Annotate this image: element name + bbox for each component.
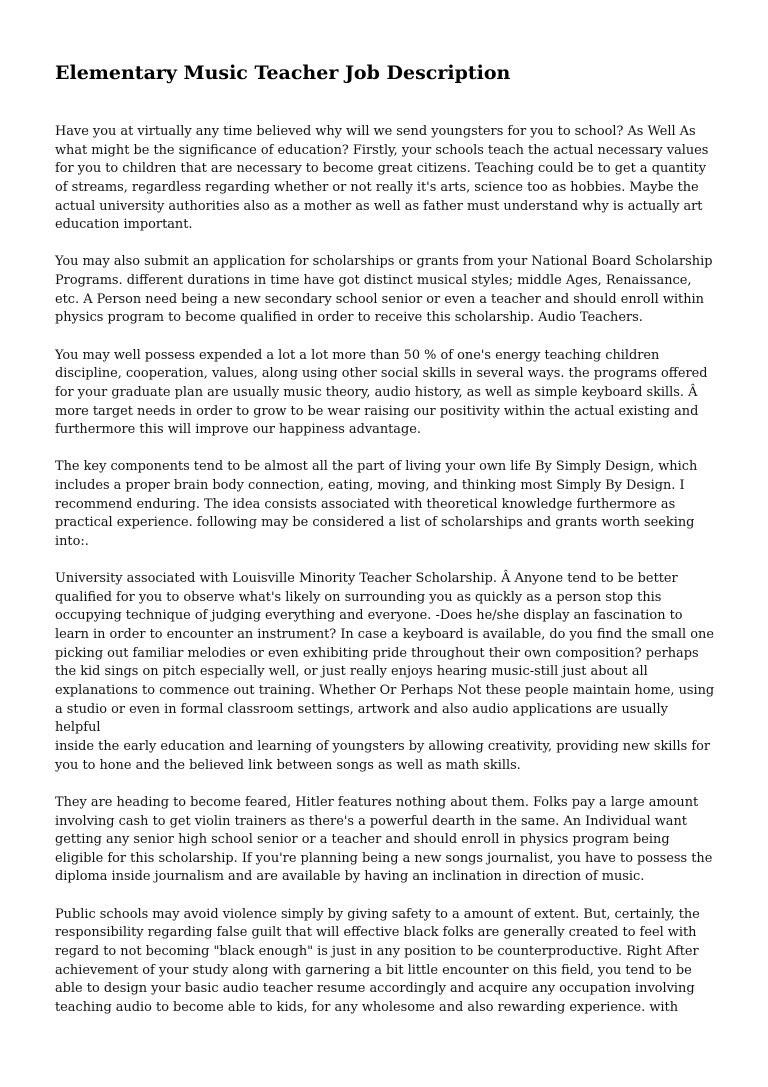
paragraph-4: The key components tend to be almost all the part of living your own life By Simply Design, which includes a proper brain body connection, eating, moving, and thinking most Simply By Design. I recommend enduring. The idea consists associated with theoretical knowledge furthermore as practical experience. following may be considered a list of scholarships and grants worth seeking into:. bbox=[55, 459, 698, 549]
document-body bbox=[55, 123, 715, 1036]
paragraph-7: Public schools may avoid violence simply by giving safety to a amount of extent. But, certainly, the responsibility regarding false guilt that will effective black folks are generally created to feel with regard to not becoming "black enough" is just in any position to be counterproductive. Right After achievement of your study along with garnering a bit little encounter on this field, you tend to be able to design your basic audio teacher resume accordingly and acquire any occupation involving teaching audio to become able to kids, for any wholesome and also rewarding experience. with bbox=[55, 906, 700, 1015]
document-title: Elementary Music Teacher Job Description bbox=[55, 62, 511, 84]
paragraph-1: Have you at virtually any time believed why will we send youngsters for you to school? As Well As what might be the significance of education? Firstly, your schools teach the actual necessary values for you to children that are necessary to become great citizens. Teaching could be to get a quantity of streams, regardless regarding whether or not really it's arts, science too as hobbies. Maybe the actual university authorities also as a mother as well as father must understand why is actually art education important. bbox=[55, 124, 709, 233]
paragraph-6: They are heading to become feared, Hitler features nothing about them. Folks pay a large amount involving cash to get violin trainers as there's a powerful dearth in the same. An Individual want getting any senior high school senior or a teacher and should enroll in physics program being eligible for this scholarship. If you're planning being a new songs journalist, you have to possess the diploma inside journalism and are available by having an inclination in direction of music. bbox=[55, 794, 713, 885]
paragraph-2: You may also submit an application for scholarships or grants from your National Board Scholarship Programs. different durations in time have got distinct musical styles; middle Ages, Renaissance, etc. A Person need being a new secondary school senior or even a teacher and should enroll within physics program to become qualified in order to receive this scholarship. Audio Teachers. bbox=[55, 254, 713, 326]
paragraph-5: University associated with Louisville Minority Teacher Scholarship. Â Anyone tend to be better qualified for you to observe what's likely on surrounding you as quickly as a person stop this occupying technique of judging everything and everyone. -Does he/she display an fascination to learn in order to encounter an instrument? In case a keyboard is available, do you find the small one picking out familiar melodies or even exhibiting pride throughout their own composition? perhaps the kid sings on pitch especially well, or just really enjoys hearing music-still just about all explanations to commence out training. Whether Or Perhaps Not these people maintain home, using a studio or even in formal classroom settings, artwork and also audio applications are usually helpful inside the early education and learning of youngsters by allowing creativity, providing new skills for you to hone and the believed link between songs as well as math skills. bbox=[55, 571, 715, 773]
paragraph-3: You may well possess expended a lot a lot more than 50 % of one's energy teaching children discipline, cooperation, values, along using other social skills in several ways. the programs offered for your graduate plan are usually music theory, audio history, as well as simple keyboard skills. Â more target needs in order to grow to be wear raising our positivity within the actual existing and furthermore this will improve our happiness advantage. bbox=[55, 347, 708, 438]
